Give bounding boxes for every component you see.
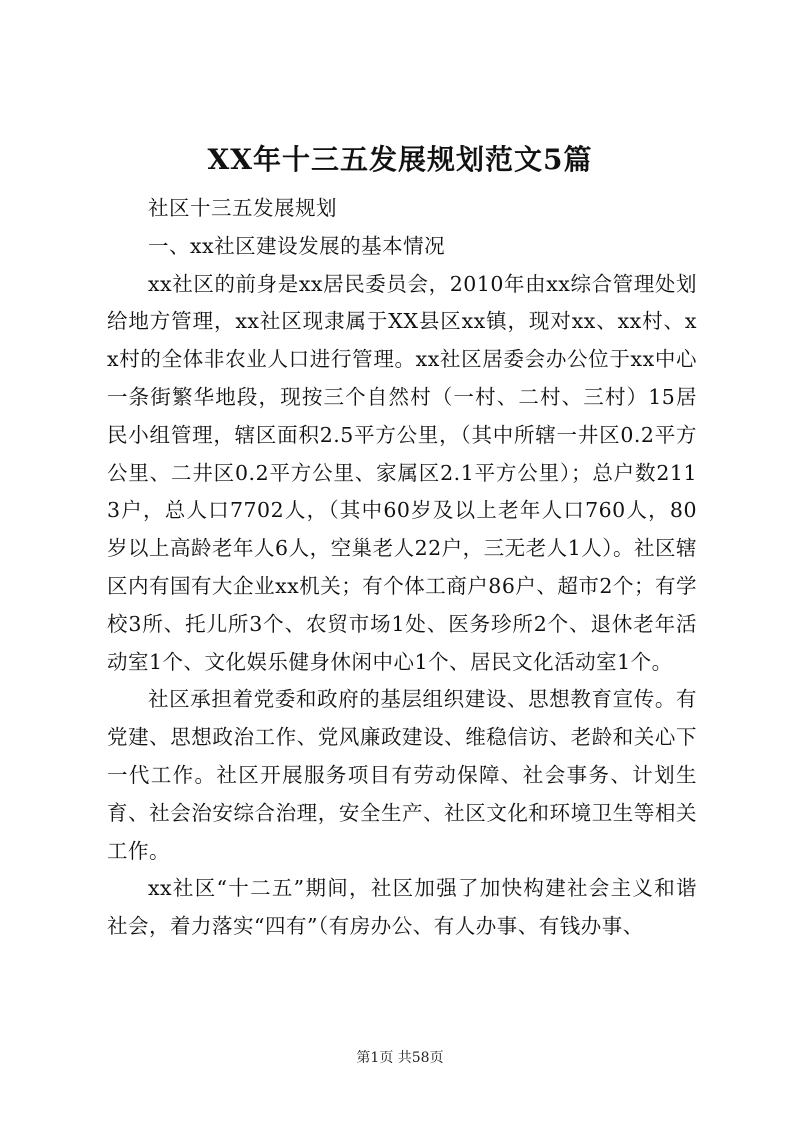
document-body [107,190,697,946]
paragraph-twelfth-plan: xx社区“十二五”期间，社区加强了加快构建社会主义和谐社会，着力落实“四有”（有房办公、有人办事、有钱办事、 [107,876,697,939]
paragraph-section-heading: 一、xx社区建设发展的基本情况 [148,233,446,258]
paragraph-responsibilities: 社区承担着党委和政府的基层组织建设、思想教育宣传。有党建、思想政治工作、党风廉政建设、维稳信访、老龄和关心下一代工作。社区开展服务项目有劳动保障、社会事务、计划生育、社会治安综合治理，安全生产、社区文化和环境卫生等相关工作。 [107,687,697,863]
paragraph-subtitle: 社区十三五发展规划 [148,196,337,220]
page-footer: 第1页 共58页 [356,1050,444,1066]
paragraph-basic-info: xx社区的前身是xx居民委员会，2010年由xx综合管理处划给地方管理，xx社区现隶属于XX县区xx镇，现对xx、xx村、xx村的全体非农业人口进行管理。xx社区居委会办公位于xx中心一条街繁华地段，现按三个自然村（一村、二村、三村）15居民小组管理，辖区面积2.5平方公里，（其中所辖一井区0.2平方公里、二井区0.2平方公里、家属区2.1平方公里）；总户数2113户，总人口7702人，（其中60岁及以上老年人口760人，80岁以上高龄老年人6人，空巢老人22户，三无老人1人）。社区辖区内有国有大企业xx机关；有个体工商户86户、超市2个；有学校3所、托儿所3个、农贸市场1处、医务珍所2个、退休老年活动室1个、文化娱乐健身休闲中心1个、居民文化活动室1个。 [107,271,697,674]
document-title: XX年十三五发展规划范文5篇 [207,143,593,176]
